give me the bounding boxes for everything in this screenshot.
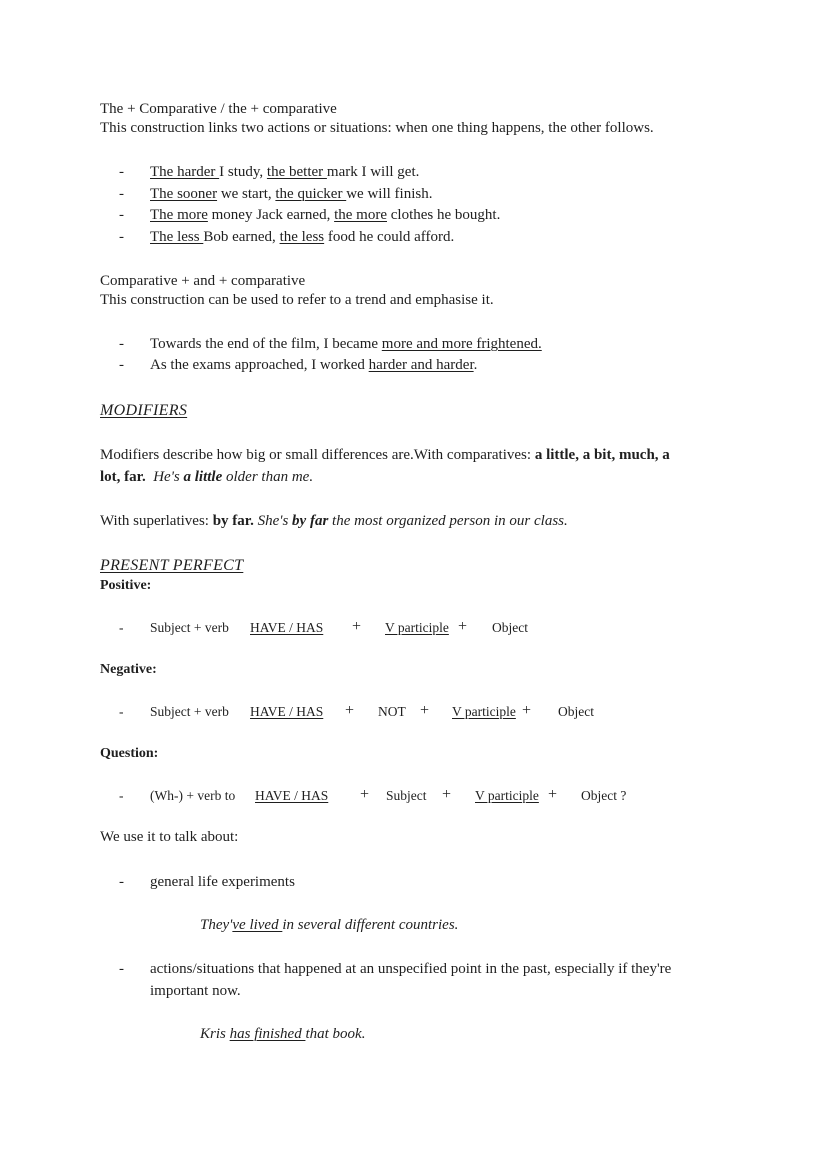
bullet-dash: - xyxy=(119,357,124,373)
plus-sign: + xyxy=(352,618,362,635)
section-description-the-comparative: This construction links two actions or situations: when one thing happens, the other follows. xyxy=(100,120,654,136)
question-formula xyxy=(100,788,800,808)
underlined-phrase: ve lived xyxy=(232,917,283,933)
example-text: He's xyxy=(153,469,184,485)
example-text: we start, xyxy=(217,186,276,202)
negative-formula xyxy=(100,704,800,724)
example-text: They' xyxy=(200,917,233,933)
formula-part: NOT xyxy=(378,704,406,719)
positive-formula xyxy=(100,620,800,640)
question-label: Question: xyxy=(100,746,159,761)
underlined-phrase: The sooner xyxy=(150,186,218,202)
plus-sign: + xyxy=(345,702,355,719)
bold-term: by far. xyxy=(212,513,254,529)
use-text: general life experiments xyxy=(150,874,295,890)
formula-part: Object xyxy=(492,620,528,635)
section-title-comparative-and: Comparative + and + comparative xyxy=(100,273,306,289)
positive-label: Positive: xyxy=(100,578,152,593)
formula-part-underlined: HAVE / HAS xyxy=(250,704,324,719)
plus-sign: + xyxy=(360,786,370,803)
example-text: Kris xyxy=(200,1026,230,1042)
example-text: Bob earned, xyxy=(203,229,280,245)
paragraph-text: With superlatives: xyxy=(100,513,213,529)
bullet-dash: - xyxy=(119,164,124,180)
bullet-dash: - xyxy=(119,186,124,202)
bullet-dash: - xyxy=(119,961,124,977)
modifiers-paragraph-1-line-1 xyxy=(100,447,670,464)
example-text: in several different countries. xyxy=(282,917,459,933)
bold-italic-term: by far xyxy=(292,513,329,529)
use-example xyxy=(200,917,458,934)
formula-part-underlined: V participle xyxy=(452,704,516,719)
negative-label: Negative: xyxy=(100,662,157,677)
section-description-comparative-and: This construction can be used to refer to a trend and emphasise it. xyxy=(100,292,494,308)
plus-sign: + xyxy=(442,786,452,803)
example-text: money Jack earned, xyxy=(207,207,335,223)
example-text: She's xyxy=(257,513,293,529)
example-text: clothes he bought. xyxy=(387,207,501,223)
formula-part: Object ? xyxy=(581,788,627,803)
underlined-phrase: The harder xyxy=(150,164,220,180)
bullet-dash: - xyxy=(119,207,124,223)
underlined-phrase: more and more frightened. xyxy=(381,336,542,352)
plus-sign: + xyxy=(522,702,532,719)
use-text: actions/situations that happened at an unspecified point in the past, especially if they're xyxy=(150,961,672,977)
formula-part-underlined: V participle xyxy=(475,788,539,803)
bold-term: lot, far. xyxy=(100,469,146,485)
example-text: the most organized person in our class. xyxy=(328,513,568,529)
modifiers-paragraph-2 xyxy=(100,513,568,530)
modifiers-heading: MODIFIERS xyxy=(100,402,188,419)
underlined-phrase: the less xyxy=(279,229,325,245)
example-text: . xyxy=(473,357,478,373)
underlined-phrase: the quicker xyxy=(275,186,347,202)
plus-sign: + xyxy=(548,786,558,803)
example-text: that book. xyxy=(305,1026,366,1042)
plus-sign: + xyxy=(420,702,430,719)
plus-sign: + xyxy=(458,618,468,635)
bullet-dash: - xyxy=(119,229,124,245)
underlined-phrase: the better xyxy=(266,164,327,180)
bold-italic-term: a little xyxy=(183,469,223,485)
use-text: important now. xyxy=(150,983,241,999)
formula-part: Object xyxy=(558,704,594,719)
example-text: As the exams approached, I worked xyxy=(150,357,369,373)
paragraph-text: Modifiers describe how big or small differences are.With comparatives: xyxy=(100,447,535,463)
modifiers-paragraph-1-line-2 xyxy=(100,469,313,486)
formula-part: Subject + verb xyxy=(150,620,229,635)
underlined-phrase: harder and harder xyxy=(368,357,474,373)
formula-part: (Wh-) + verb to xyxy=(150,788,236,803)
section-title-the-comparative: The + Comparative / the + comparative xyxy=(100,101,337,117)
example-text: I study, xyxy=(219,164,267,180)
underlined-phrase: has finished xyxy=(229,1026,306,1042)
bullet-dash: - xyxy=(119,788,124,803)
example-text: mark I will get. xyxy=(326,164,420,180)
underlined-phrase: the more xyxy=(334,207,387,223)
bullet-dash: - xyxy=(119,620,124,635)
example-text: we will finish. xyxy=(346,186,433,202)
bold-term: a little, a bit, much, a xyxy=(534,447,670,463)
bullet-dash: - xyxy=(119,336,124,352)
bullet-dash: - xyxy=(119,704,124,719)
use-intro: We use it to talk about: xyxy=(100,829,239,845)
bullet-dash: - xyxy=(119,874,124,890)
use-example xyxy=(200,1026,365,1043)
formula-part-underlined: HAVE / HAS xyxy=(250,620,324,635)
example-text: older than me. xyxy=(222,469,314,485)
example-text: food he could afford. xyxy=(324,229,455,245)
formula-part-underlined: V participle xyxy=(385,620,449,635)
formula-part-underlined: HAVE / HAS xyxy=(255,788,329,803)
underlined-phrase: The more xyxy=(150,207,208,223)
present-perfect-heading: PRESENT PERFECT xyxy=(100,557,244,574)
example-text: Towards the end of the film, I became xyxy=(150,336,382,352)
underlined-phrase: The less xyxy=(150,229,204,245)
formula-part: Subject xyxy=(386,788,427,803)
formula-part: Subject + verb xyxy=(150,704,229,719)
